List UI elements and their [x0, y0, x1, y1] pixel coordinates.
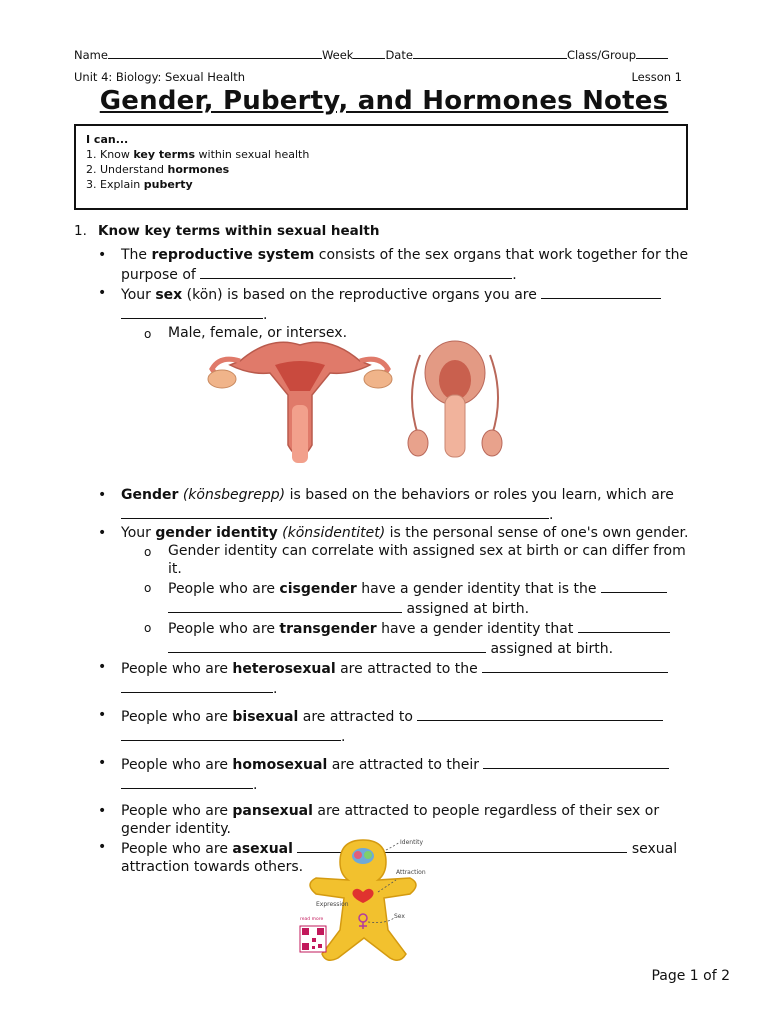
identity-label: Identity: [400, 839, 423, 846]
sub-identity-correlate: o Gender identity can correlate with assigned sex at birth or can differ from it.: [144, 543, 686, 577]
attraction-label: Attraction: [396, 869, 426, 876]
date-label: Date: [385, 48, 413, 62]
ican-heading: I can...: [86, 133, 129, 146]
unit-label: Unit 4: Biology: Sexual Health: [74, 70, 245, 84]
reproductive-organs-illustration: [200, 335, 520, 470]
bullet-gender: • Gender (könsbegrepp) is based on the behaviors or roles you learn, which are .: [98, 487, 674, 523]
header-fields: [74, 44, 668, 62]
class-label: Class/Group: [566, 48, 637, 62]
blank-hetero-1[interactable]: [482, 658, 668, 673]
page-number: Page 1 of 2: [651, 968, 730, 984]
female-reproductive-illustration: [208, 342, 392, 463]
blank-hetero-2[interactable]: [121, 678, 273, 693]
bullet-pansexual: • People who are pansexual are attracted to people regardless of their sex or gender identity.: [98, 803, 660, 837]
blank-trans-2[interactable]: [168, 638, 486, 653]
date-blank[interactable]: [413, 44, 567, 59]
sub-sex-options: o Male, female, or intersex.: [144, 325, 348, 341]
sub-cisgender: o People who are cisgender have a gender identity that is the assigned at birth.: [74, 578, 694, 618]
blank-trans-1[interactable]: [578, 618, 670, 633]
week-blank[interactable]: [353, 44, 385, 59]
ican-item-1: 1. Know key terms within sexual health: [86, 148, 310, 161]
ican-box: [74, 124, 688, 210]
week-label: Week: [321, 48, 354, 62]
name-blank[interactable]: [108, 44, 322, 59]
blank-cis-2[interactable]: [168, 598, 402, 613]
notes-content: [74, 222, 694, 876]
blank-gender[interactable]: [121, 504, 549, 519]
blank-sex-1[interactable]: [541, 284, 661, 299]
bullet-heterosexual: • People who are heterosexual are attracted to the .: [74, 658, 694, 698]
section-heading: 1. Know key terms within sexual health: [74, 223, 380, 239]
expression-label: Expression: [316, 901, 349, 908]
qr-caption: read more: [300, 917, 324, 922]
bullet-homosexual: • People who are homosexual are attracted to their .: [74, 754, 694, 794]
sex-label: Sex: [394, 913, 405, 920]
bullet-sex: • Your sex (kön) is based on the reproductive organs you are .: [74, 284, 694, 324]
bullet-asexual: • People who are asexual sexual attraction towards others.: [98, 839, 678, 875]
male-reproductive-illustration: [408, 341, 502, 457]
blank-homo-2[interactable]: [121, 774, 253, 789]
class-blank[interactable]: [636, 44, 668, 59]
blank-bi-1[interactable]: [417, 706, 663, 721]
blank-cis-1[interactable]: [601, 578, 667, 593]
blank-bi-2[interactable]: [121, 726, 341, 741]
ican-item-3: 3. Explain puberty: [86, 178, 193, 191]
qr-code-icon: [300, 926, 326, 952]
sub-transgender: o People who are transgender have a gender identity that assigned at birth.: [74, 618, 694, 658]
blank-homo-1[interactable]: [483, 754, 669, 769]
blank-sex-2[interactable]: [121, 304, 263, 319]
bullet-gender-identity: • Your gender identity (könsidentitet) is the personal sense of one's own gender.: [98, 525, 689, 541]
bullet-bisexual: • People who are bisexual are attracted to .: [74, 706, 694, 746]
ican-item-2: 2. Understand hormones: [86, 163, 230, 176]
lesson-label: Lesson 1: [631, 70, 682, 84]
blank-reproductive[interactable]: [200, 264, 512, 279]
gender-person-illustration: [298, 834, 428, 966]
page-title: Gender, Puberty, and Hormones Notes: [99, 86, 669, 116]
name-label: Name: [74, 48, 108, 62]
bullet-reproductive-system: • The reproductive system consists of the sex organs that work together for the purpose of .: [98, 247, 689, 283]
